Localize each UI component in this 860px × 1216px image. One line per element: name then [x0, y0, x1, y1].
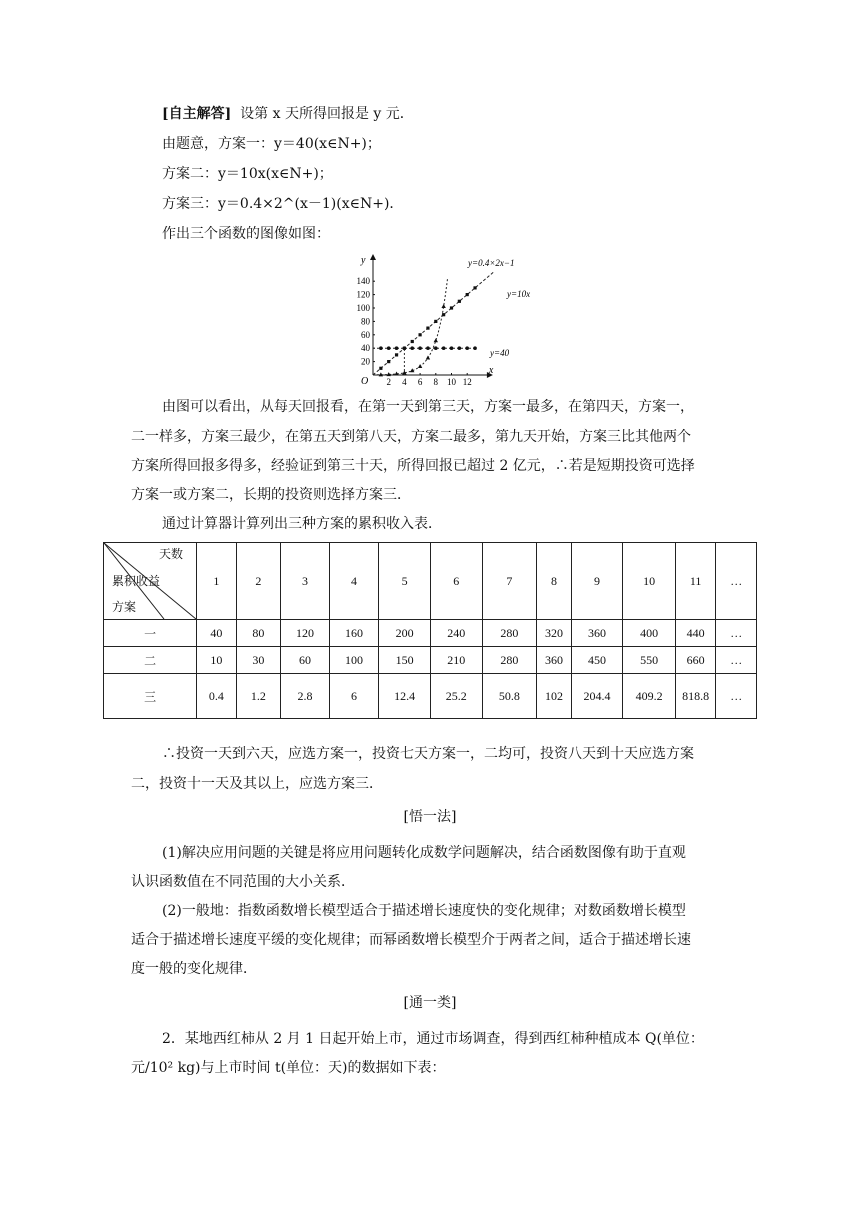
table-cell: 204.4 — [571, 674, 623, 719]
series-y40-label: y=40 — [490, 348, 510, 358]
practice-q2-line-1: 2．某地西红柿从 2 月 1 日起开始上市，通过市场调查，得到西红柿种植成本 Q(单位： — [162, 1031, 704, 1047]
series-y10x-point — [419, 333, 422, 336]
x-tick-label: 2 — [386, 377, 391, 387]
table-cell: 409.2 — [623, 674, 676, 719]
solution-tag: [自主解答] — [162, 106, 232, 122]
series-y40-point — [395, 346, 399, 350]
solution-line-4: 作出三个函数的图像如图： — [162, 226, 330, 242]
table-cell: 2.8 — [281, 674, 330, 719]
table-header-cell: 4 — [329, 543, 379, 620]
table-cell: 320 — [537, 620, 571, 647]
table-row — [104, 674, 757, 719]
method-p2-line-3: 度一般的变化规律． — [131, 961, 257, 977]
table-cell: 450 — [571, 647, 623, 674]
practice-heading: [通一类] — [403, 995, 457, 1011]
series-y10x-point — [473, 286, 476, 289]
series-y10x-point — [450, 306, 453, 309]
y-tick-label: 80 — [361, 316, 370, 327]
series-y40-point — [410, 346, 414, 350]
series-exp-point — [426, 355, 430, 359]
para1-line-2: 二一样多，方案三最少，在第五天到第八天，方案二最多，第九天开始，方案三比其他两个 — [131, 429, 691, 445]
series-y40-point — [442, 346, 446, 350]
table-row-label: 二 — [104, 647, 197, 674]
series-y40-point — [426, 346, 430, 350]
conclusion-line-2: 二，投资十一天及其以上，应选方案三． — [131, 776, 383, 792]
para1-line-1: 由图可以看出，从每天回报看，在第一天到第三天，方案一最多，在第四天，方案一， — [162, 399, 694, 415]
table-row-label: 三 — [104, 674, 197, 719]
solution-line-1: 由题意，方案一：y＝40(x∈N+)； — [162, 136, 381, 152]
table-cell: 60 — [281, 647, 330, 674]
x-axis-label: x — [488, 365, 494, 376]
series-y40-point — [418, 346, 422, 350]
table-cell: 102 — [537, 674, 571, 719]
y-axis-arrow — [370, 254, 376, 260]
table-cell: 25.2 — [430, 674, 482, 719]
origin-label: O — [361, 376, 369, 387]
series-y10x-point — [458, 300, 461, 303]
table-cell: 360 — [537, 647, 571, 674]
x-tick-label: 8 — [433, 377, 439, 387]
table-cell: 100 — [329, 647, 379, 674]
table-cell: 30 — [236, 647, 281, 674]
y-tick-label: 120 — [356, 289, 370, 300]
y-tick-label: 60 — [361, 329, 370, 340]
series-y40-point — [465, 346, 469, 350]
series-y10x-point — [426, 327, 429, 330]
table-corner-cell — [104, 543, 197, 620]
series-y10x-point — [411, 340, 414, 343]
table-cell: 400 — [623, 620, 676, 647]
table-header-cell: 5 — [379, 543, 431, 620]
y-axis-label: y — [361, 255, 366, 266]
method-p2-line-1: (2)一般地：指数函数增长模型适合于描述增长速度快的变化规律；对数函数增长模型 — [162, 903, 686, 919]
y-tick-label: 20 — [361, 356, 370, 367]
solution-line-3: 方案三：y＝0.4×2^(x－1)(x∈N+)． — [162, 196, 404, 212]
table-header-cell: 10 — [623, 543, 676, 620]
series-y40-point — [458, 346, 462, 350]
para1-line-4: 方案一或方案二，长期的投资则选择方案三． — [131, 487, 411, 503]
table-cell: 160 — [329, 620, 379, 647]
table-cell: 50.8 — [482, 674, 537, 719]
series-exp-point — [441, 304, 445, 308]
x-tick-label: 10 — [447, 377, 456, 387]
series-y40-point — [434, 346, 438, 350]
series-y10x-point — [466, 293, 469, 296]
series-y40-point — [387, 346, 391, 350]
corner-label-days: 天数 — [159, 547, 184, 561]
para1-line-3: 方案所得回报多得多，经验证到第三十天，所得回报已超过 2 亿元，∴若是短期投资可选择 — [131, 458, 695, 474]
table-cell: 10 — [197, 647, 236, 674]
table-cell: 550 — [623, 647, 676, 674]
table-header-cell: 11 — [675, 543, 715, 620]
method-p1-line-2: 认识函数值在不同范围的大小关系． — [131, 874, 355, 890]
table-cell: 150 — [379, 647, 431, 674]
x-tick-label: 6 — [417, 377, 423, 387]
table-cell: 660 — [675, 647, 715, 674]
series-y10x-point — [395, 353, 398, 356]
x-tick-label: 12 — [462, 377, 472, 387]
table-cell: 6 — [329, 674, 379, 719]
series-y10x-point — [442, 313, 445, 316]
table-cell: 120 — [281, 620, 330, 647]
table-header-cell: … — [716, 543, 757, 620]
para1-line-5: 通过计算器计算列出三种方案的累积收入表． — [162, 516, 442, 532]
table-header-cell: 2 — [236, 543, 281, 620]
series-y40-point — [379, 346, 383, 350]
series-y10x-point — [403, 347, 406, 350]
table-cell: 280 — [482, 647, 537, 674]
table-cell: 12.4 — [379, 674, 431, 719]
x-tick-label: 4 — [402, 377, 407, 387]
corner-label-income: 累积收益 — [112, 574, 161, 588]
table-cell: 240 — [430, 620, 482, 647]
table-cell: … — [716, 620, 757, 647]
table-row — [104, 647, 757, 674]
table-row-label: 一 — [104, 620, 197, 647]
function-graph — [350, 253, 540, 389]
table-header-cell: 9 — [571, 543, 623, 620]
corner-label-plan: 方案 — [112, 600, 137, 614]
series-exp-label: y=0.4×2x−1 — [468, 258, 515, 268]
series-y40-point — [473, 346, 477, 350]
y-tick-label: 140 — [356, 276, 370, 287]
solution-intro — [162, 104, 414, 124]
table-cell: 40 — [197, 620, 236, 647]
method-p1-line-1: (1)解决应用问题的关键是将应用问题转化成数学问题解决，结合函数图像有助于直观 — [162, 845, 686, 861]
table-header-cell: 7 — [482, 543, 537, 620]
series-exp-curve — [373, 278, 448, 375]
table-row — [104, 620, 757, 647]
practice-q2-line-2: 元/10² kg)与上市时间 t(单位：天)的数据如下表： — [131, 1060, 446, 1076]
table-header-cell: 6 — [430, 543, 482, 620]
table-header-row — [104, 543, 757, 620]
conclusion-line-1: ∴投资一天到六天，应选方案一，投资七天方案一，二均可，投资八天到十天应选方案 — [162, 746, 694, 762]
series-y10x-label: y=10x — [507, 289, 531, 299]
series-y10x-point — [387, 360, 390, 363]
table-cell: 280 — [482, 620, 537, 647]
table-cell: 818.8 — [675, 674, 715, 719]
series-exp-point — [434, 338, 438, 342]
table-cell: … — [716, 674, 757, 719]
solution-line-2: 方案二：y＝10x(x∈N+)； — [162, 166, 333, 182]
table-cell: 210 — [430, 647, 482, 674]
series-y40-point — [450, 346, 454, 350]
table-cell: 0.4 — [197, 674, 236, 719]
series-y10x-point — [434, 320, 437, 323]
table-cell: 1.2 — [236, 674, 281, 719]
method-p2-line-2: 适合于描述增长速度平缓的变化规律；而幂函数增长模型介于两者之间，适合于描述增长速 — [131, 932, 691, 948]
table-header-cell: 8 — [537, 543, 571, 620]
series-exp-point — [418, 364, 422, 368]
y-tick-label: 100 — [356, 303, 370, 313]
solution-intro-text: 设第 x 天所得回报是 y 元． — [240, 106, 414, 122]
table-cell: 440 — [675, 620, 715, 647]
y-tick-label: 40 — [361, 343, 370, 354]
table-header-cell: 1 — [197, 543, 236, 620]
cumulative-income-table — [103, 542, 757, 719]
table-cell: … — [716, 647, 757, 674]
table-cell: 360 — [571, 620, 623, 647]
method-heading: [悟一法] — [403, 809, 457, 825]
table-header-cell: 3 — [281, 543, 330, 620]
series-y10x-point — [379, 367, 382, 370]
table-cell: 200 — [379, 620, 431, 647]
table-cell: 80 — [236, 620, 281, 647]
